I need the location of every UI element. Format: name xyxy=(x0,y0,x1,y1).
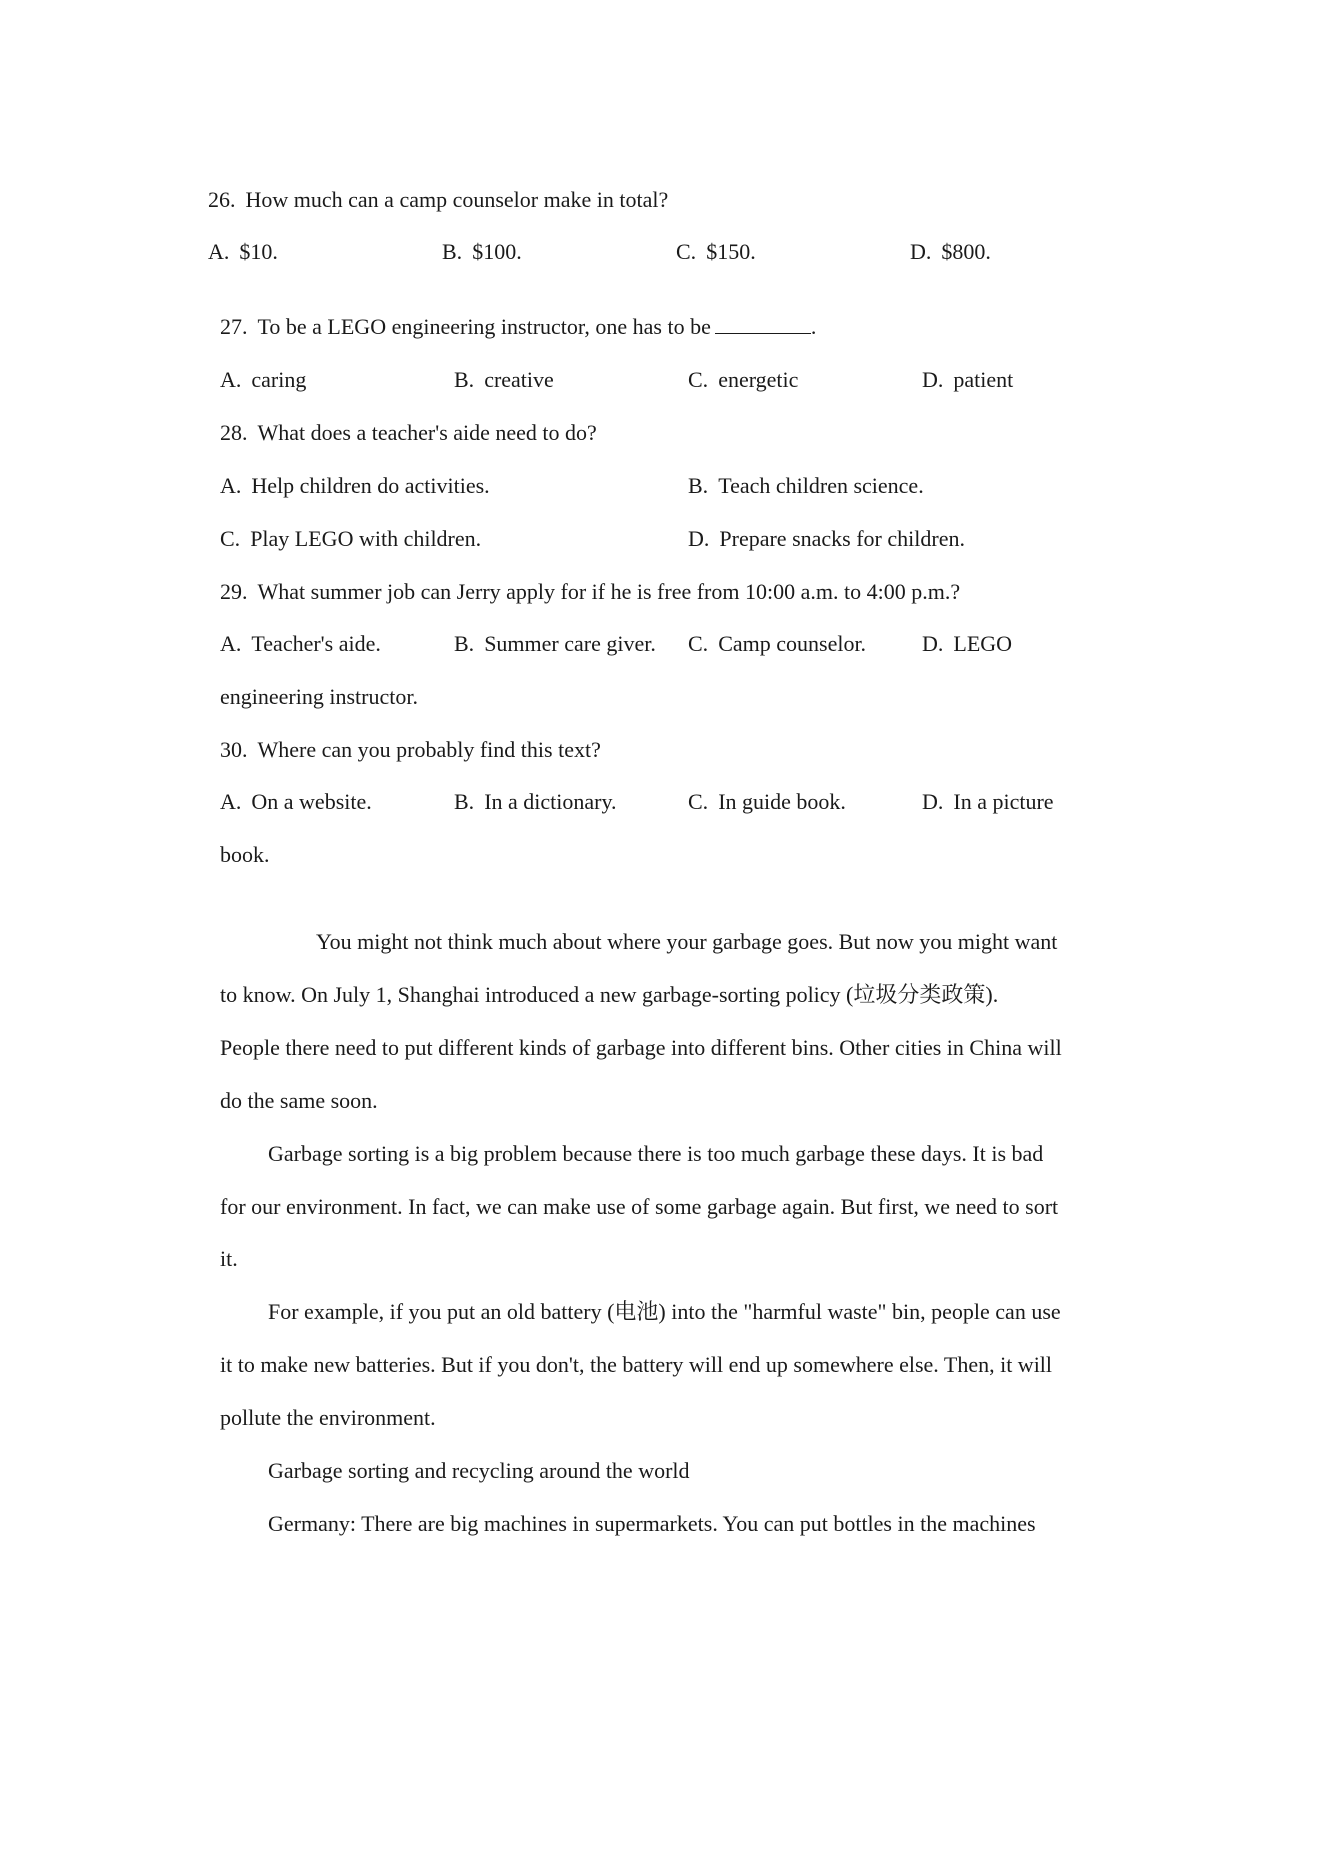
question-text: To be a LEGO engineering instructor, one has to be xyxy=(257,314,711,339)
option-letter: A. xyxy=(220,631,242,656)
option-letter: A. xyxy=(220,789,242,814)
option-letter: C. xyxy=(688,789,709,814)
option-text: $100. xyxy=(472,239,522,264)
option-text: $800. xyxy=(941,239,991,264)
option-letter: B. xyxy=(454,631,475,656)
passage-line: People there need to put different kinds of garbage into different bins. Other cities in China will xyxy=(220,1035,1062,1060)
option-letter: D. xyxy=(922,631,944,656)
q30-option-b xyxy=(454,788,617,816)
q28-option-b xyxy=(688,472,924,500)
q30-option-a xyxy=(220,788,372,816)
q26-option-c xyxy=(676,238,756,266)
option-letter: A. xyxy=(208,239,230,264)
question-text: How much can a camp counselor make in total? xyxy=(245,187,669,212)
option-text: caring xyxy=(251,367,307,392)
option-text: patient xyxy=(953,367,1014,392)
q29-option-a xyxy=(220,630,381,658)
option-text: energetic xyxy=(718,367,799,392)
passage-line: to know. On July 1, Shanghai introduced a new garbage-sorting policy (垃圾分类政策). xyxy=(220,982,999,1007)
option-letter: D. xyxy=(922,367,944,392)
option-letter: B. xyxy=(454,367,475,392)
q26-option-a xyxy=(208,238,278,266)
question-number: 29. xyxy=(220,579,248,604)
option-letter: C. xyxy=(688,631,709,656)
option-text: In a picture xyxy=(953,789,1054,814)
q28-option-d xyxy=(688,525,965,553)
option-text: Teacher's aide. xyxy=(251,631,381,656)
q29-option-c xyxy=(688,630,866,658)
option-text: creative xyxy=(484,367,554,392)
passage-line: You might not think much about where your garbage goes. But now you might want xyxy=(316,929,1058,954)
option-letter: D. xyxy=(910,239,932,264)
option-text: In a dictionary. xyxy=(484,789,617,814)
question-26-stem xyxy=(208,186,668,214)
q27-option-d xyxy=(922,366,1013,394)
q29-option-d-continuation: engineering instructor. xyxy=(220,684,418,709)
passage-line: do the same soon. xyxy=(220,1088,378,1113)
option-letter: C. xyxy=(220,526,241,551)
passage-line: For example, if you put an old battery (电池) into the "harmful waste" bin, people can use xyxy=(268,1299,1061,1324)
question-text: What does a teacher's aide need to do? xyxy=(257,420,597,445)
option-letter: D. xyxy=(922,789,944,814)
passage-line: for our environment. In fact, we can make use of some garbage again. But first, we need to sort xyxy=(220,1194,1059,1219)
option-letter: C. xyxy=(688,367,709,392)
option-letter: B. xyxy=(442,239,463,264)
option-letter: C. xyxy=(676,239,697,264)
question-27-stem xyxy=(220,313,816,341)
q29-option-d xyxy=(922,630,1012,658)
option-letter: D. xyxy=(688,526,710,551)
option-text: On a website. xyxy=(251,789,372,814)
option-letter: B. xyxy=(688,473,709,498)
q28-option-a xyxy=(220,472,490,500)
option-text: $10. xyxy=(239,239,278,264)
option-text: Prepare snacks for children. xyxy=(719,526,965,551)
q29-option-b xyxy=(454,630,656,658)
option-letter: A. xyxy=(220,473,242,498)
q27-option-b xyxy=(454,366,554,394)
q28-option-c xyxy=(220,525,481,553)
option-text: $150. xyxy=(706,239,756,264)
question-29-stem xyxy=(220,578,960,606)
q30-option-d-continuation: book. xyxy=(220,842,270,867)
question-end: . xyxy=(810,314,817,339)
question-text: Where can you probably find this text? xyxy=(257,737,601,762)
question-text: What summer job can Jerry apply for if he is free from 10:00 a.m. to 4:00 p.m.? xyxy=(257,579,961,604)
passage-line: pollute the environment. xyxy=(220,1405,436,1430)
question-30-stem xyxy=(220,736,601,764)
q30-option-c xyxy=(688,788,846,816)
option-text: Summer care giver. xyxy=(484,631,656,656)
option-letter: B. xyxy=(454,789,475,814)
q30-option-d xyxy=(922,788,1054,816)
option-text: Teach children science. xyxy=(718,473,924,498)
question-number: 27. xyxy=(220,314,248,339)
passage-subheading: Garbage sorting and recycling around the world xyxy=(268,1458,690,1483)
passage-line: it to make new batteries. But if you don't, the battery will end up somewhere else. Then, it will xyxy=(220,1352,1053,1377)
answer-blank xyxy=(715,315,811,334)
q27-option-c xyxy=(688,366,798,394)
option-letter: A. xyxy=(220,367,242,392)
question-28-stem xyxy=(220,419,597,447)
option-text: LEGO xyxy=(953,631,1013,656)
q26-option-b xyxy=(442,238,522,266)
passage-line: Garbage sorting is a big problem because there is too much garbage these days. It is bad xyxy=(268,1141,1044,1166)
q26-option-d xyxy=(910,238,991,266)
question-number: 28. xyxy=(220,420,248,445)
question-number: 30. xyxy=(220,737,248,762)
passage-line: it. xyxy=(220,1246,238,1271)
option-text: Help children do activities. xyxy=(251,473,490,498)
option-text: In guide book. xyxy=(718,789,846,814)
passage-line: Germany: There are big machines in supermarkets. You can put bottles in the machines xyxy=(268,1511,1036,1536)
question-number: 26. xyxy=(208,187,236,212)
option-text: Camp counselor. xyxy=(718,631,867,656)
option-text: Play LEGO with children. xyxy=(250,526,482,551)
q27-option-a xyxy=(220,366,306,394)
